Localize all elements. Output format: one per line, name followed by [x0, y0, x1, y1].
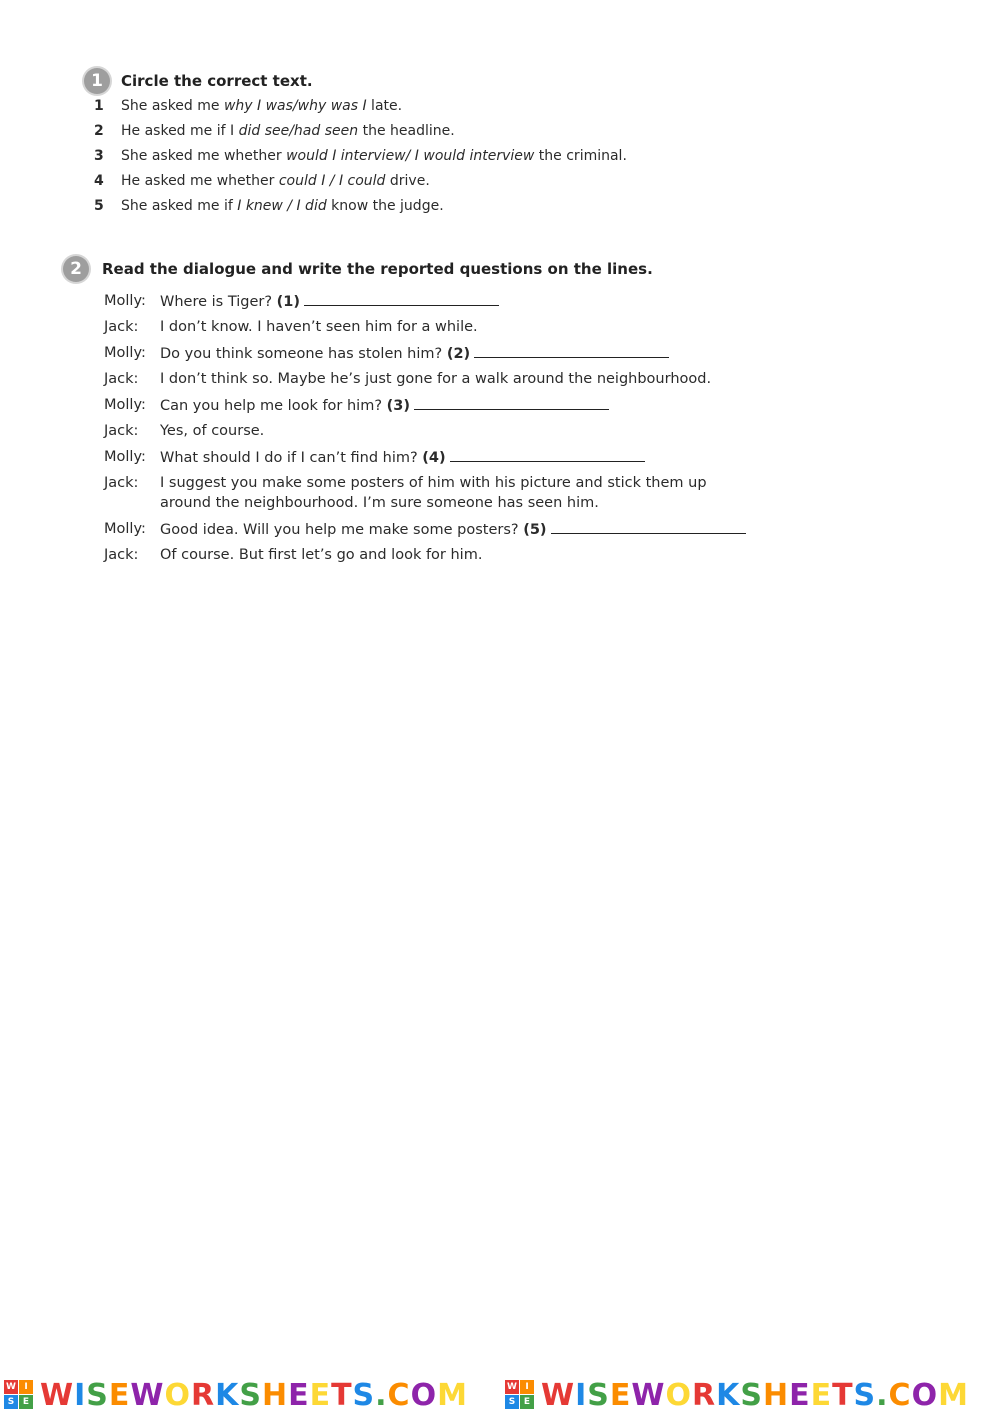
- item-number: 1: [94, 98, 104, 114]
- item-text-after: late.: [366, 98, 403, 114]
- speaker-name: Molly:: [104, 345, 146, 361]
- dialogue-text: I don’t know. I haven’t seen him for a while.: [160, 319, 478, 335]
- dialogue-text-block: [160, 369, 760, 389]
- item-text-before: He asked me whether: [121, 173, 279, 189]
- dialogue-text-block: [160, 447, 760, 468]
- answer-blank[interactable]: [414, 395, 609, 410]
- blank-number: (4): [422, 450, 446, 466]
- exercise-1-item: [94, 146, 627, 166]
- dialogue-text-block: [160, 317, 760, 337]
- item-choice[interactable]: did see/had seen: [238, 123, 359, 139]
- item-text-after: know the judge.: [326, 198, 444, 214]
- speaker-name: Molly:: [104, 397, 146, 413]
- speaker-name: Jack:: [104, 371, 139, 387]
- speaker-name: Jack:: [104, 547, 139, 563]
- logo-squares-icon: W I S E: [505, 1380, 535, 1410]
- blank-number: (2): [446, 346, 471, 362]
- item-choice[interactable]: I knew / I did: [237, 198, 327, 214]
- dialogue-text: Yes, of course.: [160, 423, 265, 439]
- blank-number: (3): [386, 398, 410, 414]
- dialogue-text-block: [160, 421, 760, 441]
- exercise-1-item: [94, 96, 402, 116]
- item-text-before: She asked me if: [121, 198, 238, 214]
- dialogue-text-block: [160, 291, 760, 312]
- speaker-name: Jack:: [104, 319, 139, 335]
- answer-blank[interactable]: [450, 447, 645, 462]
- item-text-before: She asked me whether: [121, 148, 287, 164]
- dialogue-text: Can you help me look for him?: [160, 398, 387, 414]
- speaker-name: Jack:: [104, 475, 139, 491]
- exercise-1-item: [94, 121, 455, 141]
- answer-blank[interactable]: [304, 291, 499, 306]
- item-text-before: He asked me if I: [121, 123, 239, 139]
- exercise-2-badge: 2: [63, 256, 89, 282]
- item-number: 3: [94, 148, 104, 164]
- dialogue-text: Do you think someone has stolen him?: [160, 346, 447, 362]
- speaker-name: Molly:: [104, 293, 146, 309]
- answer-blank[interactable]: [551, 519, 746, 534]
- item-number: 4: [94, 173, 104, 189]
- item-text-after: the criminal.: [534, 148, 627, 164]
- exercise-1-badge: 1: [84, 68, 110, 94]
- dialogue-text-block: [160, 473, 760, 513]
- dialogue-text: Where is Tiger?: [160, 294, 277, 310]
- item-choice[interactable]: could I / I could: [278, 173, 386, 189]
- speaker-name: Jack:: [104, 423, 139, 439]
- item-text-after: the headline.: [358, 123, 455, 139]
- blank-number: (1): [276, 294, 300, 310]
- dialogue-text-block: [160, 343, 760, 364]
- exercise-2-title: Read the dialogue and write the reported questions on the lines.: [102, 260, 653, 278]
- brand-text: WISEWORKSHEETS.COM: [541, 1377, 969, 1413]
- item-number: 2: [94, 123, 104, 139]
- dialogue-text-block: [160, 519, 760, 540]
- dialogue-text: I don’t think so. Maybe he’s just gone for a walk around the neighbourhood.: [160, 371, 712, 387]
- brand-logo: [4, 1379, 468, 1411]
- exercise-1-title: Circle the correct text.: [121, 72, 313, 90]
- exercise-1-item: [94, 171, 430, 191]
- dialogue-text-block: [160, 395, 760, 416]
- item-choice[interactable]: why I was/why was I: [223, 98, 367, 114]
- dialogue-text: What should I do if I can’t find him?: [160, 450, 423, 466]
- blank-number: (5): [523, 522, 547, 538]
- footer-branding: [0, 1375, 1000, 1413]
- dialogue-text: I suggest you make some posters of him with his picture and stick them up around the neighbourhood. I’m sure someone has seen him.: [160, 475, 712, 511]
- speaker-name: Molly:: [104, 449, 146, 465]
- dialogue-text: Of course. But first let’s go and look for him.: [160, 547, 483, 563]
- dialogue-text-block: [160, 545, 760, 565]
- brand-text: WISEWORKSHEETS.COM: [40, 1377, 468, 1413]
- logo-squares-icon: W I S E: [4, 1380, 34, 1410]
- item-choice[interactable]: would I interview/ I would interview: [286, 148, 535, 164]
- exercise-1-item: [94, 196, 444, 216]
- item-number: 5: [94, 198, 104, 214]
- speaker-name: Molly:: [104, 521, 146, 537]
- dialogue-text: Good idea. Will you help me make some posters?: [160, 522, 524, 538]
- answer-blank[interactable]: [474, 343, 669, 358]
- item-text-before: She asked me: [121, 98, 224, 114]
- brand-logo: [505, 1379, 969, 1411]
- item-text-after: drive.: [385, 173, 430, 189]
